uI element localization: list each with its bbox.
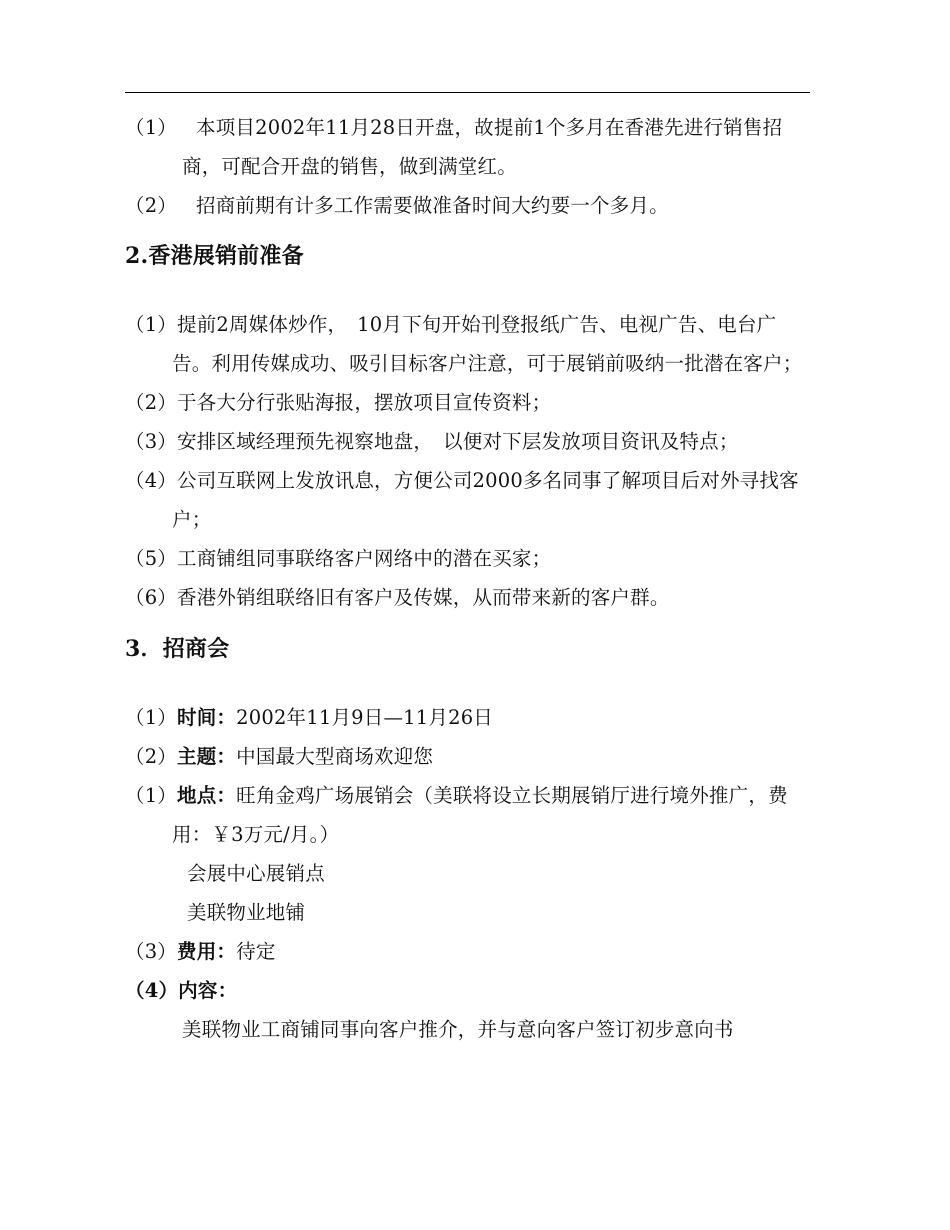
list-item-number: （3） (125, 940, 178, 963)
list-item-number: （4） (125, 979, 179, 1002)
list-item-number: （1） (125, 116, 178, 139)
list-item-theme (125, 737, 815, 776)
field-value: 2002年11月9日—11月26日 (236, 706, 493, 729)
list-item-text: 提前2周媒体炒作， 10月下旬开始刊登报纸广告、电视广告、电台广告。利用传媒成功、吸引目标客户注意，可于展销前吸纳一批潜在客户； (172, 313, 803, 375)
list-item-text: 招商前期有计多工作需要做准备时间大约要一个多月。 (196, 194, 669, 217)
list-item-number: （1） (125, 784, 178, 807)
list-item-number: （2） (125, 745, 178, 768)
list-item-number: （1） (125, 706, 178, 729)
list-item (125, 578, 815, 617)
header-rule (125, 92, 810, 93)
list-item-cost (125, 932, 815, 971)
field-value: 待定 (236, 940, 276, 963)
list-item (125, 108, 815, 186)
list-item-place (125, 776, 815, 854)
list-item-number: （6） (125, 586, 178, 609)
list-item-text: 公司互联网上发放讯息，方便公司2000多名同事了解项目后对外寻找客户； (172, 469, 799, 531)
section-heading: 2.香港展销前准备 (125, 243, 304, 269)
list-item-text: 工商铺组同事联络客户网络中的潜在买家； (177, 547, 552, 570)
place-extra-line: 会展中心展销点 (187, 862, 325, 885)
content-paragraph: 美联物业工商铺同事向客户推介，并与意向客户签订初步意向书 (182, 1018, 734, 1041)
list-item-text: 于各大分行张贴海报，摆放项目宣传资料； (177, 391, 552, 414)
list-item-number: （4） (125, 469, 178, 492)
list-item (125, 186, 815, 225)
section-heading: 3．招商会 (125, 636, 230, 662)
list-item (125, 383, 815, 422)
list-item-number: （3） (125, 430, 178, 453)
field-label: 主题： (177, 745, 237, 768)
list-item-text: 安排区域经理预先视察地盘， 以便对下层发放项目资讯及特点； (177, 430, 739, 453)
list-item (125, 461, 815, 539)
field-label: 内容： (178, 979, 238, 1002)
list-item (125, 305, 815, 383)
list-item (125, 422, 815, 461)
list-item-number: （5） (125, 547, 178, 570)
list-item-time (125, 698, 815, 737)
document-body (125, 108, 815, 1049)
field-label: 时间： (177, 706, 237, 729)
list-item-number: （2） (125, 194, 178, 217)
list-item-number: （1） (125, 313, 178, 336)
field-label: 费用： (177, 940, 237, 963)
list-item-text: 本项目2002年11月28日开盘，故提前1个多月在香港先进行销售招商，可配合开盘的销售，做到满堂红。 (182, 116, 783, 178)
list-item-number: （2） (125, 391, 178, 414)
list-item-content (125, 971, 815, 1010)
field-label: 地点： (177, 784, 237, 807)
field-value: 中国最大型商场欢迎您 (236, 745, 434, 768)
list-item-text: 香港外销组联络旧有客户及传媒，从而带来新的客户群。 (177, 586, 670, 609)
list-item (125, 539, 815, 578)
place-extra-line: 美联物业地铺 (187, 901, 306, 924)
field-value: 旺角金鸡广场展销会（美联将设立长期展销厅进行境外推广，费用：￥3万元/月。） (172, 784, 788, 846)
